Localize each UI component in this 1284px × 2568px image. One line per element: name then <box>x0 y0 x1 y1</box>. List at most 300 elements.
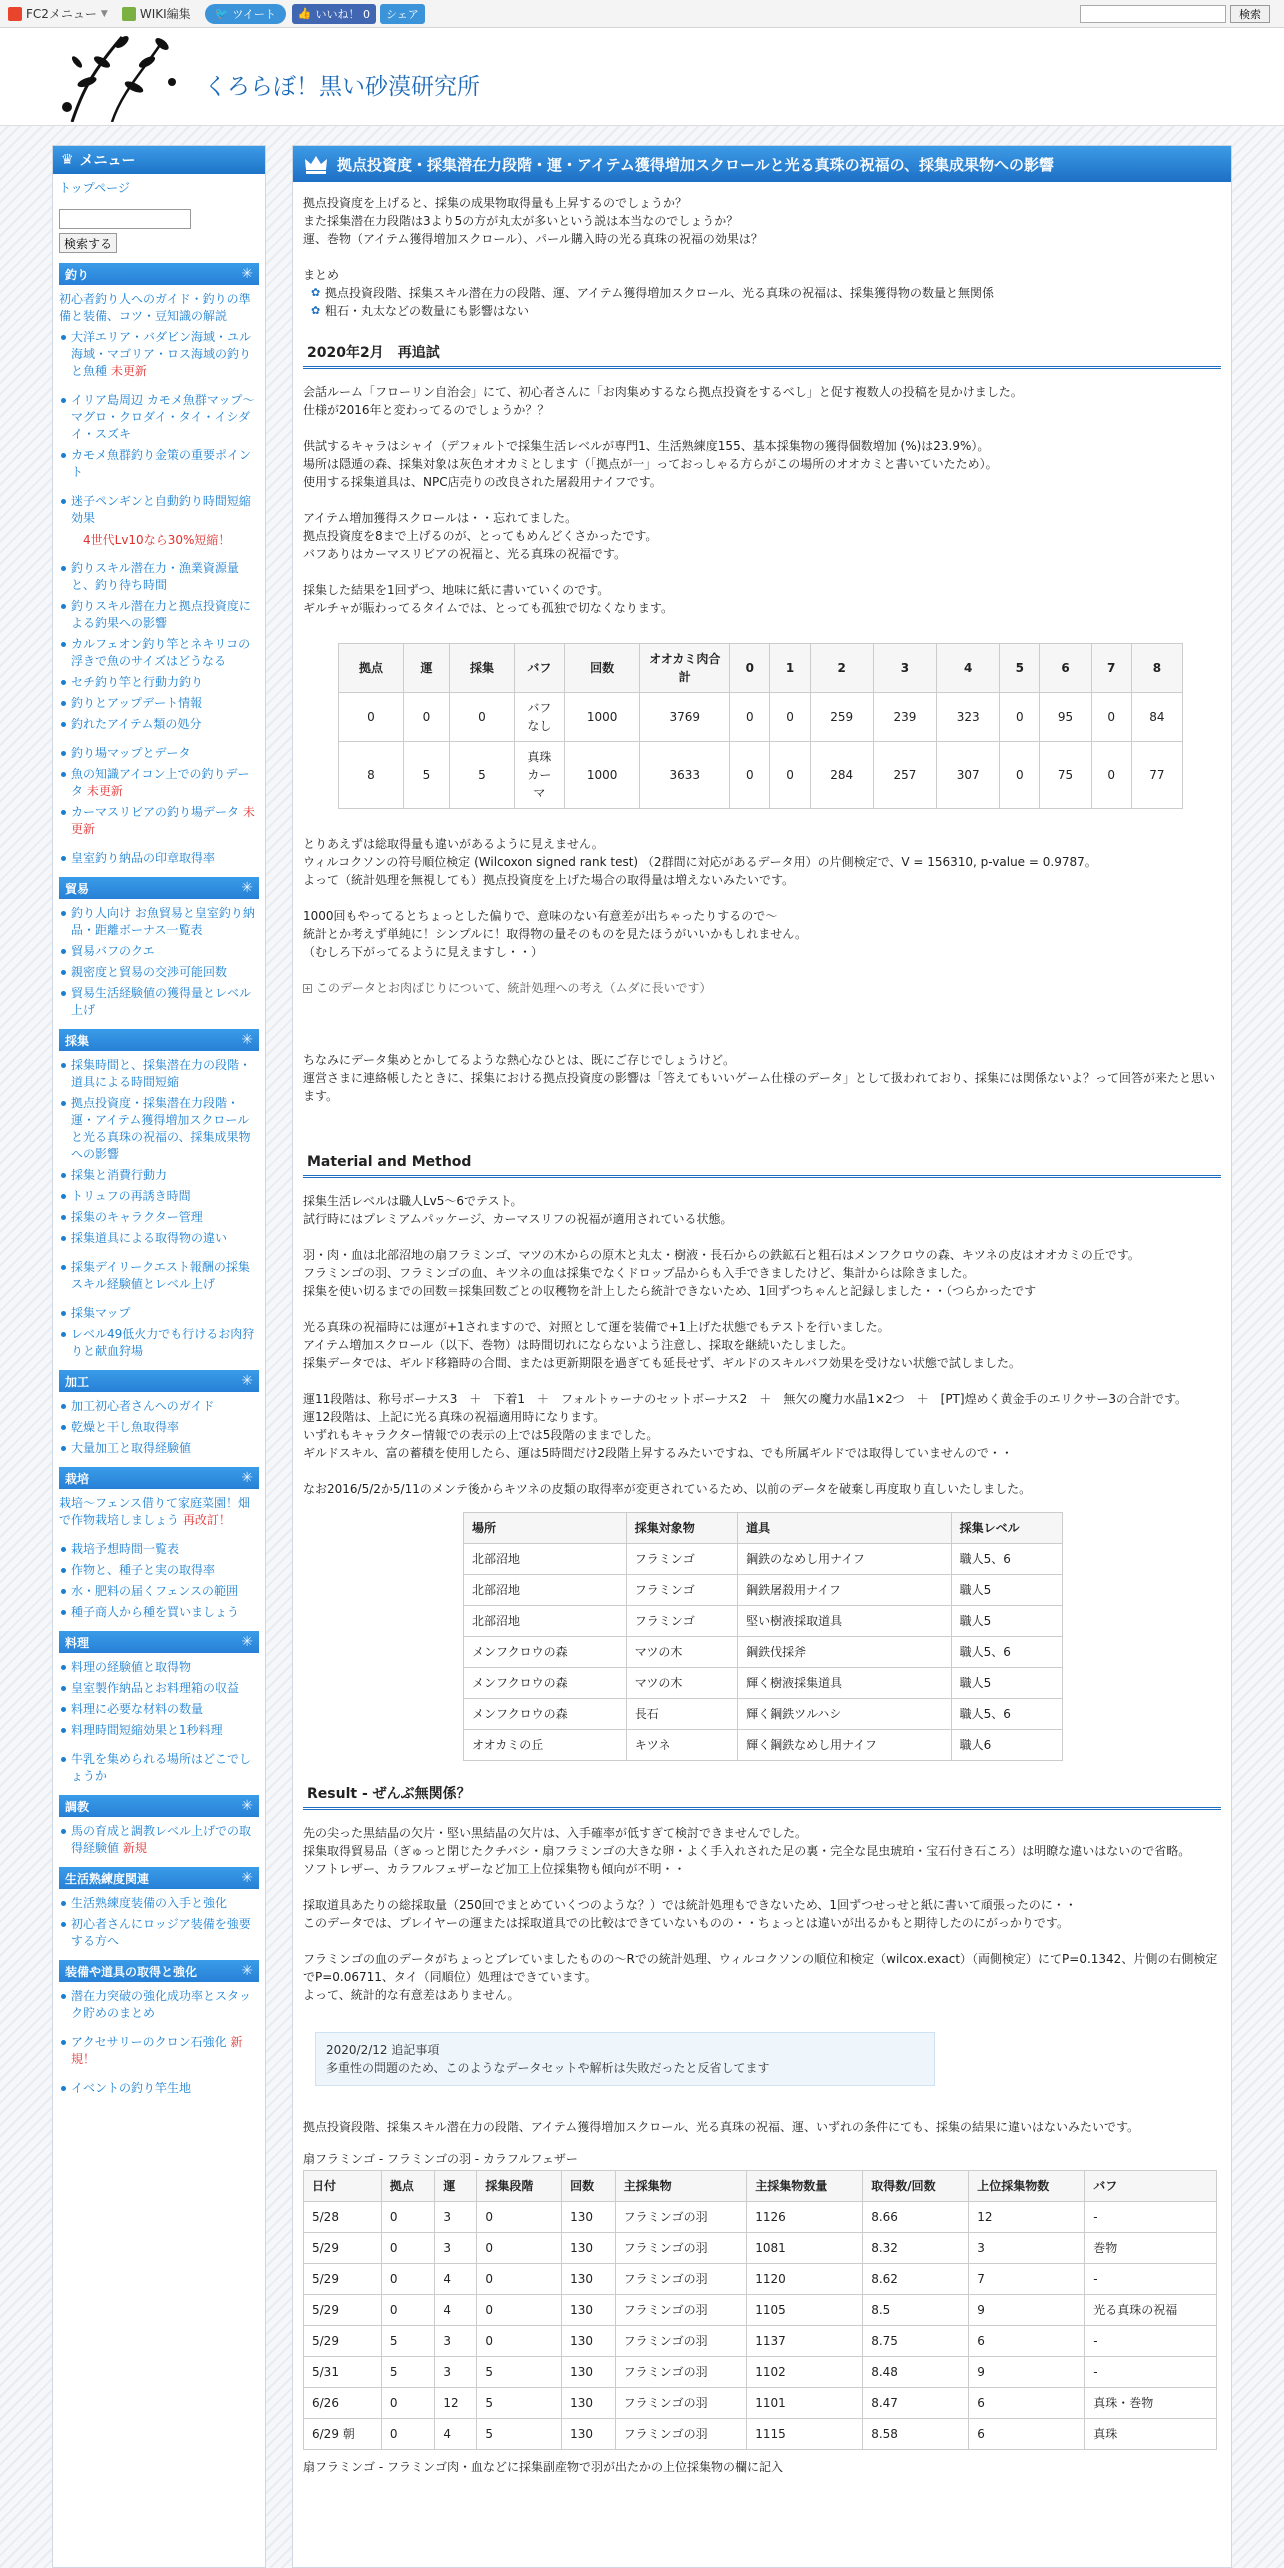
table-row <box>339 742 1183 809</box>
table-cell: キツネ <box>626 1730 737 1761</box>
table-row <box>464 1637 1063 1668</box>
wiki-edit-link[interactable] <box>122 5 191 22</box>
text-line: アイテム増加スクロール（以下、巻物）は時間切れにならないよう注意し、採取を継続いたしました。 <box>303 1338 854 1352</box>
table-cell: 5/29 <box>304 2295 382 2326</box>
sidebar-link[interactable] <box>59 766 259 800</box>
sidebar-link-label: カモメ魚群釣り金策の重要ポイント <box>71 448 252 479</box>
sparkle-icon: ✳ <box>241 880 253 896</box>
sidebar-search-button[interactable]: 検索する <box>59 233 117 253</box>
sidebar-link[interactable] <box>59 2034 259 2068</box>
text-line: フラミンゴの羽、フラミンゴの血、キツネの血は採集でなくドロップ品からも入手できましたけど、集計からは除きました。 <box>303 1266 975 1280</box>
table-cell: 鋼鉄伐採斧 <box>738 1637 952 1668</box>
summary-item: ✿ 粗石・丸太などの数量にも影響はない <box>303 302 1221 320</box>
spacer <box>59 552 259 560</box>
sidebar-link-label: 栽培～フェンス借りて家庭菜園！畑で作物栽培しましょう <box>59 1496 251 1527</box>
sidebar-section-title: 採集 <box>65 1033 90 1048</box>
sidebar-link[interactable] <box>59 1895 259 1912</box>
note-title: 2020/2/12 追記事項 <box>326 2043 440 2057</box>
table-cell: 堅い樹液採取道具 <box>738 1606 952 1637</box>
table-cell: 長石 <box>626 1699 737 1730</box>
sidebar-link[interactable] <box>59 636 259 670</box>
sidebar-link-label: 釣りとアップデート情報 <box>71 696 203 710</box>
table-cell: 0 <box>381 2264 434 2295</box>
sidebar-link[interactable] <box>59 1419 259 1436</box>
column-header: 拠点 <box>339 644 404 693</box>
chevron-down-icon: ▼ <box>100 8 108 19</box>
sidebar-section-header <box>59 263 259 285</box>
text-line: ソフトレザー、カラフルフェザーなど加工上位採集物も傾向が不明・・ <box>303 1862 686 1876</box>
column-header: 主採集物 <box>615 2171 747 2202</box>
like-button[interactable] <box>292 4 376 24</box>
table-cell: 323 <box>937 693 1000 742</box>
column-header: 主採集物数量 <box>747 2171 863 2202</box>
sidebar-section-title: 栽培 <box>65 1471 90 1486</box>
article-body <box>293 182 1231 2476</box>
sidebar-link-label: 貿易バフのクエ <box>71 944 155 958</box>
sidebar-link[interactable] <box>59 329 259 380</box>
table-cell: フラミンゴの羽 <box>615 2326 747 2357</box>
sidebar-link[interactable] <box>59 943 259 960</box>
sidebar-link[interactable] <box>59 1495 259 1529</box>
table-cell: 0 <box>381 2202 434 2233</box>
table-row <box>464 1730 1063 1761</box>
table-cell: 3 <box>969 2233 1085 2264</box>
column-header: 場所 <box>464 1513 627 1544</box>
table-cell: バフなし <box>514 693 564 742</box>
table-cell: フラミンゴの羽 <box>615 2233 747 2264</box>
table-cell: 職人5 <box>951 1575 1062 1606</box>
table-cell: 北部沼地 <box>464 1544 627 1575</box>
table-row <box>304 2264 1217 2295</box>
gathering-setup-table <box>463 1512 1063 1761</box>
table-cell: 95 <box>1040 693 1091 742</box>
sidebar-link[interactable] <box>59 1095 259 1163</box>
update-note <box>315 2032 935 2086</box>
table-cell: フラミンゴ <box>626 1575 737 1606</box>
sidebar-link-label: 加工初心者さんへのガイド <box>71 1399 215 1413</box>
table-cell: 0 <box>403 693 449 742</box>
table-cell: 1081 <box>747 2233 863 2264</box>
sidebar-link-label: 種子商人から種を買いましょう <box>71 1605 240 1619</box>
table-cell: 5/31 <box>304 2357 382 2388</box>
column-header: 4 <box>937 644 1000 693</box>
new-badge: 新規 <box>122 1841 147 1855</box>
new-badge: 未更新 <box>86 784 123 798</box>
text-line: 会話ルーム「フローリン自治会」にて、初心者さんに「お肉集めするなら拠点投資をするべし」と促す複数人の投稿を見かけました。 <box>303 385 1023 399</box>
tweet-button[interactable] <box>205 4 286 24</box>
sidebar-link[interactable] <box>59 1604 259 1621</box>
column-header: 0 <box>730 644 770 693</box>
table-cell: フラミンゴの羽 <box>615 2202 747 2233</box>
sidebar-section-header <box>59 1370 259 1392</box>
main-content <box>292 145 1232 2568</box>
sidebar-link[interactable] <box>59 804 259 838</box>
sidebar-link[interactable] <box>59 1541 259 1558</box>
table-cell: 鋼鉄のなめし用ナイフ <box>738 1544 952 1575</box>
table-cell: 真珠カーマ <box>514 742 564 809</box>
table-cell: 真珠 <box>1085 2419 1217 2450</box>
table-cell: 1105 <box>747 2295 863 2326</box>
table-row <box>304 2357 1217 2388</box>
column-header: 採集対象物 <box>626 1513 737 1544</box>
sidebar-link[interactable] <box>59 1988 259 2022</box>
table-cell: 84 <box>1131 693 1182 742</box>
column-header: 8 <box>1131 644 1182 693</box>
text-line: とりあえずは総取得量も違いがあるように見えません。 <box>303 837 604 851</box>
table-cell: 北部沼地 <box>464 1606 627 1637</box>
table-cell: 5 <box>477 2419 562 2450</box>
table-cell: 6/29 朝 <box>304 2419 382 2450</box>
table-cell: フラミンゴの羽 <box>615 2295 747 2326</box>
sidebar-link[interactable] <box>59 1722 259 1739</box>
sidebar-link[interactable] <box>59 1209 259 1226</box>
sidebar-link-label: 料理に必要な材料の数量 <box>71 1702 204 1716</box>
sidebar-link[interactable] <box>59 1326 259 1360</box>
sidebar-link[interactable] <box>59 493 259 527</box>
text-line: よって、統計的な有意差はありません。 <box>303 1988 520 2002</box>
sidebar-link-label: 作物と、種子と実の取得率 <box>71 1563 216 1577</box>
sidebar-link[interactable] <box>59 1680 259 1697</box>
summary-item: ✿ 拠点投資段階、採集スキル潜在力の段階、運、アイテム獲得増加スクロール、光る真珠の祝福は、採集獲得物の数量と無関係 <box>303 284 1221 302</box>
sidebar-link[interactable] <box>59 1823 259 1857</box>
spacer <box>59 1533 259 1541</box>
text-line: ギルドスキル、富の蓄積を使用したら、運は5時間だけ2段階上昇するみたいですね、でも所属ギルドでは取得していませんので・・ <box>303 1446 1013 1460</box>
new-badge: 未更新 <box>110 364 147 378</box>
table-cell: フラミンゴの羽 <box>615 2388 747 2419</box>
column-header: 運 <box>403 644 449 693</box>
table-cell: 130 <box>562 2202 615 2233</box>
result-text <box>303 1824 1221 2004</box>
table-cell: 9 <box>969 2357 1085 2388</box>
table-cell: 輝く鋼鉄ツルハシ <box>738 1699 952 1730</box>
table-cell: 1000 <box>564 742 639 809</box>
table-cell: 1000 <box>564 693 639 742</box>
sidebar-link[interactable] <box>59 1562 259 1579</box>
sidebar-link[interactable] <box>59 850 259 867</box>
column-header: バフ <box>1085 2171 1217 2202</box>
text-line: 採取道具あたりの総採取量（250回でまとめていくつのような？）では統計処理もできないため、1回ずつせっせと紙に書いて頑張ったのに・・ <box>303 1898 1077 1912</box>
sidebar-link-label: 釣り場マップとデータ <box>71 746 191 760</box>
table-cell: 239 <box>873 693 936 742</box>
text-line: 採集取得貿易品（ぎゅっと閉じたクチバシ・扇フラミンゴの大きな卵・よく手入れされた足の裏・完全な昆虫琥珀・宝石付き石ころ）は明瞭な違いはないので省略。 <box>303 1844 1191 1858</box>
table-cell: 77 <box>1131 742 1182 809</box>
table-cell: 8.32 <box>863 2233 969 2264</box>
sidebar-link-label: 水・肥料の届くフェンスの範囲 <box>71 1584 239 1598</box>
table-cell: 130 <box>562 2233 615 2264</box>
sidebar-link-label: カルフェオン釣り竿とネキリコの浮きで魚のサイズはどうなる <box>71 637 251 668</box>
wiki-icon <box>122 7 136 21</box>
column-header: 3 <box>873 644 936 693</box>
spacer <box>59 384 259 392</box>
table-header-row <box>304 2171 1217 2202</box>
sidebar-link[interactable] <box>59 1751 259 1785</box>
table-row <box>464 1606 1063 1637</box>
postscript <box>303 1051 1221 1105</box>
text-line: （むしろ下がってるように見えますし・・） <box>303 945 544 959</box>
sidebar-link-label: 貿易生活経験値の獲得量とレベル上げ <box>71 986 252 1017</box>
top-search-button[interactable]: 検索 <box>1230 5 1270 23</box>
sidebar-search-input[interactable] <box>59 209 191 229</box>
sidebar-link-label: 栽培予想時間一覧表 <box>71 1542 180 1556</box>
site-title[interactable]: くろらぼ！黒い砂漠研究所 <box>204 74 480 100</box>
sidebar-link[interactable] <box>59 1659 259 1676</box>
table-cell: 6 <box>969 2326 1085 2357</box>
spacer <box>59 842 259 850</box>
table-cell: 3633 <box>640 742 730 809</box>
table-cell: 5/29 <box>304 2233 382 2264</box>
sidebar-link[interactable] <box>59 1440 259 1457</box>
sidebar-link-label: イリア島周辺 カモメ魚群マップ～マグロ・クロダイ・タイ・イシダイ・スズキ <box>71 393 255 441</box>
table-cell: 8.5 <box>863 2295 969 2326</box>
sidebar-link-label: 釣れたアイテム類の処分 <box>71 717 202 731</box>
sidebar-link-label: 親密度と貿易の交渉可能回数 <box>71 965 228 979</box>
text-line: フラミンゴの血のデータがちょっとブレていましたものの～Rでの統計処理、ウィルコクソンの順位和検定（wilcox.exact）（両側検定）にてP=0.1342、片側の右側検定でP=0.06711、タイ（同順位）処理はできています。 <box>303 1952 1218 1984</box>
table-cell: 8 <box>339 742 404 809</box>
text-line: 試行時にはプレミアムパッケージ、カーマスリフの祝福が適用されている状態。 <box>303 1212 733 1226</box>
table-cell: マツの木 <box>626 1637 737 1668</box>
column-header: オオカミ肉合計 <box>640 644 730 693</box>
summary-list <box>303 284 1221 320</box>
table-cell: 5 <box>477 2388 562 2419</box>
sidebar-link-label: 釣りスキル潜在力・漁業資源量と、釣り待ち時間 <box>71 561 239 592</box>
sidebar-top-link[interactable]: トップページ <box>59 181 130 195</box>
sparkle-icon: ✳ <box>241 1032 253 1048</box>
text-line: 運12段階は、上記に光る真珠の祝福適用時になります。 <box>303 1410 606 1424</box>
text-line: なお2016/5/2か5/11のメンテ後からキツネの皮類の取得率が変更されているため、以前のデータを破棄し再度取り直しいたしました。 <box>303 1482 1032 1496</box>
note-text: 多重性の問題のため、このようなデータセットや解析は失敗だったと反省してます <box>326 2061 770 2075</box>
table-cell: 259 <box>810 693 873 742</box>
table-cell: 5/29 <box>304 2326 382 2357</box>
like-label: いいね！ 0 <box>315 7 371 21</box>
top-search <box>1080 5 1270 23</box>
table-cell: 輝く樹液採集道具 <box>738 1668 952 1699</box>
spacer <box>59 1251 259 1259</box>
sidebar-link[interactable] <box>59 745 259 762</box>
sidebar-link[interactable] <box>59 447 259 481</box>
sidebar-link[interactable] <box>59 1259 259 1293</box>
sidebar-link[interactable] <box>59 291 259 325</box>
table-cell: 8.47 <box>863 2388 969 2419</box>
sparkle-icon: ✳ <box>241 266 253 282</box>
text-line: 場所は隠遁の森、採集対象は灰色オオカミとします（「拠点が一」っておっしゃる方らがこの場所のオオカミと書いていたため）。 <box>303 457 998 471</box>
text-line: 運11段階は、称号ボーナス3 ＋ 下着1 ＋ フォルトゥーナのセットボーナス2 ＋ 無欠の魔力水晶1×2つ ＋ [PT]煌めく黄金手のエリクサー3の合計です。 <box>303 1392 1188 1406</box>
table-cell: 5 <box>381 2357 434 2388</box>
sidebar-link[interactable] <box>59 985 259 1019</box>
table-cell: 9 <box>969 2295 1085 2326</box>
sidebar-link[interactable] <box>59 1398 259 1415</box>
column-header: 採集レベル <box>951 1513 1062 1544</box>
sparkle-icon: ✳ <box>241 1373 253 1389</box>
sidebar-link-label: 皇室釣り納品の印章取得率 <box>71 851 216 865</box>
table-cell: 4 <box>435 2264 477 2295</box>
share-button[interactable] <box>380 4 425 24</box>
table-cell: 1101 <box>747 2388 863 2419</box>
table-cell: メンフクロウの森 <box>464 1668 627 1699</box>
sidebar-link[interactable] <box>59 1916 259 1950</box>
vine-decoration-icon <box>52 32 192 122</box>
fold-label: このデータとお肉ばじりについて、統計処理への考え（ムダに長いです） <box>316 981 712 995</box>
sidebar-section-header <box>59 1795 259 1817</box>
sidebar-link[interactable] <box>59 1230 259 1247</box>
sidebar-link[interactable] <box>59 1305 259 1322</box>
sidebar-link[interactable] <box>59 716 259 733</box>
sidebar-link[interactable] <box>59 560 259 594</box>
table-cell: 0 <box>381 2419 434 2450</box>
table-cell: 130 <box>562 2295 615 2326</box>
table-cell: 284 <box>810 742 873 809</box>
fold-toggle[interactable] <box>303 979 1221 997</box>
table-cell: 4 <box>435 2295 477 2326</box>
text-line: 採集した結果を1回ずつ、地味に紙に書いていくのです。 <box>303 583 610 597</box>
column-header: 日付 <box>304 2171 382 2202</box>
sidebar <box>52 145 266 2568</box>
after-table-text <box>303 835 1221 961</box>
sidebar-link[interactable] <box>59 2080 259 2097</box>
column-header: 5 <box>1000 644 1040 693</box>
sidebar-link-label: 釣り人向け お魚貿易と皇室釣り納品・距離ボーナス一覧表 <box>71 906 255 937</box>
toolbar <box>0 0 1284 28</box>
table-cell: 0 <box>477 2326 562 2357</box>
column-header: 回数 <box>562 2171 615 2202</box>
sidebar-link-label: 採集道具による取得物の違い <box>71 1231 228 1245</box>
text-line: 先の尖った黒結晶の欠片・堅い黒結晶の欠片は、入手確率が低すぎて検討できませんでした。 <box>303 1826 808 1840</box>
column-header: 1 <box>770 644 810 693</box>
table-row <box>464 1699 1063 1730</box>
sidebar-link-label: 採集と消費行動力 <box>71 1168 168 1182</box>
table-cell: 0 <box>1000 742 1040 809</box>
sidebar-link-label: 採集デイリークエスト報酬の採集スキル経験値とレベル上げ <box>71 1260 250 1291</box>
sidebar-link-label: カーマスリビアの釣り場データ <box>71 805 240 819</box>
sparkle-icon: ✳ <box>241 1870 253 1886</box>
table-cell: 職人5、6 <box>951 1699 1062 1730</box>
table-cell: 光る真珠の祝福 <box>1085 2295 1217 2326</box>
table-cell: メンフクロウの森 <box>464 1699 627 1730</box>
sidebar-link[interactable] <box>59 598 259 632</box>
column-header: 拠点 <box>381 2171 434 2202</box>
sidebar-link-label: 生活熟練度装備の入手と強化 <box>71 1896 228 1910</box>
table-row <box>304 2326 1217 2357</box>
sidebar-link-label: 料理の経験値と取得物 <box>71 1660 192 1674</box>
sidebar-link[interactable] <box>59 1188 259 1205</box>
table-cell: 0 <box>339 693 404 742</box>
sidebar-link[interactable] <box>59 1583 259 1600</box>
section-heading-retest: 2020年2月 再追試 <box>303 338 1221 369</box>
sidebar-section-title: 加工 <box>65 1374 90 1389</box>
table-header-row <box>464 1513 1063 1544</box>
text-line: 採集生活レベルは職人Lv5～6でテスト。 <box>303 1194 523 1208</box>
column-header: 上位採集物数 <box>969 2171 1085 2202</box>
sidebar-link[interactable] <box>59 1057 259 1091</box>
sidebar-link-label: 魚の知識アイコン上での釣りデータ <box>71 767 250 798</box>
sidebar-section-header <box>59 1467 259 1489</box>
sidebar-link[interactable] <box>59 695 259 712</box>
table-cell: 130 <box>562 2264 615 2295</box>
sidebar-link[interactable] <box>59 1701 259 1718</box>
crown-icon: ♛ <box>61 152 74 168</box>
table-cell: 0 <box>730 742 770 809</box>
table-cell: 巻物 <box>1085 2233 1217 2264</box>
sidebar-link-label: 採集のキャラクター管理 <box>71 1210 203 1224</box>
sidebar-link-label: 拠点投資度・採集潜在力段階・運・アイテム獲得増加スクロールと光る真珠の祝福の、採集成果物への影響 <box>71 1096 251 1161</box>
spacer <box>59 737 259 745</box>
text-line: 拠点投資度を上げると、採集の成果物取得量も上昇するのでしょうか？ <box>303 196 688 210</box>
text-line: 運営さまに連絡帳したときに、採集における拠点投資度の影響は「答えてもいいゲーム仕様のデータ」として扱われており、採集には関係ないよ？って回答が来たと思います。 <box>303 1071 1216 1103</box>
table-cell: 130 <box>562 2357 615 2388</box>
table-cell: フラミンゴ <box>626 1544 737 1575</box>
menu-title: メニュー <box>79 153 136 169</box>
table-cell: 6 <box>969 2388 1085 2419</box>
fc2-menu[interactable] <box>8 5 108 22</box>
sparkle-icon: ✳ <box>241 1963 253 1979</box>
sidebar-link[interactable] <box>59 964 259 981</box>
table-row <box>339 693 1183 742</box>
column-header: 6 <box>1040 644 1091 693</box>
sidebar-sections <box>59 263 259 2097</box>
text-line: ギルチャが賑わってるタイムでは、とっても孤独で切なくなります。 <box>303 601 673 615</box>
table1-wrap <box>338 643 1221 809</box>
section-heading-result: Result - ぜんぶ無関係？ <box>303 1779 1221 1810</box>
spacer <box>59 485 259 493</box>
sparkle-icon: ✳ <box>241 1470 253 1486</box>
table-cell: フラミンゴの羽 <box>615 2419 747 2450</box>
text-line: 羽・肉・血は北部沼地の扇フラミンゴ、マツの木からの原木と丸太・樹液・長石からの鉄鉱石と粗石はメンフクロウの森、キツネの皮はオオカミの丘です。 <box>303 1248 1140 1262</box>
table-cell: - <box>1085 2357 1217 2388</box>
spacer <box>59 1297 259 1305</box>
sidebar-link-label: 迷子ペンギンと自動釣り時間短縮効果 <box>71 494 251 525</box>
sidebar-link[interactable] <box>59 1167 259 1184</box>
column-header: 回数 <box>564 644 639 693</box>
table-cell: 1102 <box>747 2357 863 2388</box>
crown-icon <box>303 153 329 175</box>
table-cell: 5 <box>381 2326 434 2357</box>
retest-text <box>303 383 1221 617</box>
table-cell: 0 <box>449 693 514 742</box>
sidebar-section-title: 料理 <box>65 1635 90 1650</box>
top-search-input[interactable] <box>1080 5 1226 23</box>
text-line: ちなみにデータ集めとかしてるような熱心なひとは、既にご存じでしょうけど。 <box>303 1053 736 1067</box>
wiki-edit-label: WIKI編集 <box>139 7 191 21</box>
table-cell: - <box>1085 2202 1217 2233</box>
table-row <box>304 2419 1217 2450</box>
table-cell: 3769 <box>640 693 730 742</box>
table-cell: 8.62 <box>863 2264 969 2295</box>
column-header: 取得数/回数 <box>863 2171 969 2202</box>
table-cell: オオカミの丘 <box>464 1730 627 1761</box>
table3-caption: 扇フラミンゴ - フラミンゴの羽 - カラフルフェザー <box>303 2152 578 2166</box>
table-cell: 0 <box>1091 693 1131 742</box>
sidebar-link-label: セチ釣り竿と行動力釣り <box>71 675 204 689</box>
twitter-bird-icon: 🐦 <box>214 7 229 20</box>
table-cell: フラミンゴ <box>626 1606 737 1637</box>
table-cell: 3 <box>435 2357 477 2388</box>
table-cell: 0 <box>381 2295 434 2326</box>
sidebar-link[interactable] <box>59 674 259 691</box>
sidebar-link[interactable] <box>59 392 259 443</box>
table-cell: 1126 <box>747 2202 863 2233</box>
sidebar-link-label: 皇室製作納品とお料理箱の収益 <box>71 1681 240 1695</box>
sidebar-menu-header <box>53 146 265 174</box>
table-cell: 5 <box>449 742 514 809</box>
sidebar-link-label: 牛乳を集められる場所はどこでしょうか <box>71 1752 252 1783</box>
text-line: 採集を使い切るまでの回数＝採集回数ごとの収穫物を計上したら統計できないため、1回ずつちゃんと記録しました・・（つらかったです <box>303 1284 1037 1298</box>
table-cell: - <box>1085 2264 1217 2295</box>
table-cell: 5/29 <box>304 2264 382 2295</box>
text-line: このデータでは、プレイヤーの運または採取道具での比較はできていないものの・・ちょっとは違いが出るかもと期待したのにがっかりです。 <box>303 1916 1069 1930</box>
column-header: 採集 <box>449 644 514 693</box>
sidebar-link[interactable] <box>59 905 259 939</box>
table-cell: 5 <box>403 742 449 809</box>
column-header: 道具 <box>738 1513 952 1544</box>
